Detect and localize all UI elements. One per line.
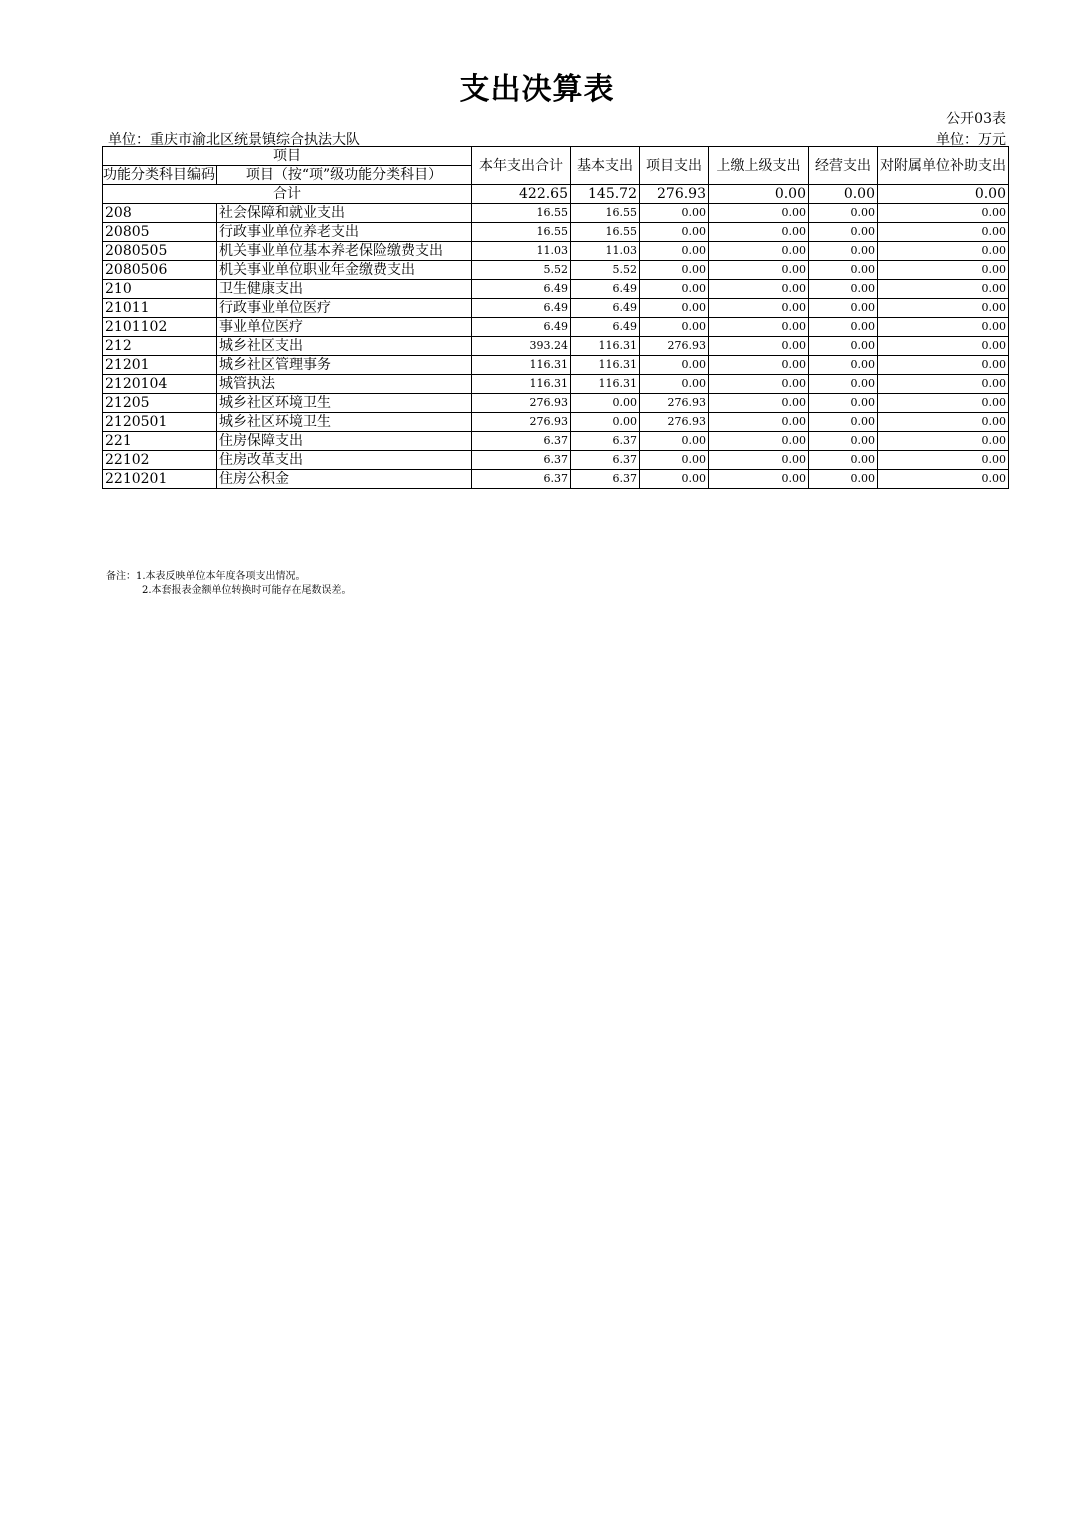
cell-code: 22102	[103, 451, 217, 470]
table-row	[103, 356, 1009, 375]
cell-subsidy: 0.00	[878, 261, 1009, 280]
cell-business: 0.00	[809, 470, 878, 489]
cell-code: 208	[103, 204, 217, 223]
cell-subsidy: 0.00	[878, 356, 1009, 375]
cell-project-expense: 0.00	[640, 280, 709, 299]
cell-project-expense: 0.00	[640, 299, 709, 318]
cell-project-expense: 0.00	[640, 432, 709, 451]
cell-basic: 16.55	[571, 204, 640, 223]
total-project-expense: 276.93	[640, 185, 709, 204]
cell-name: 事业单位医疗	[217, 318, 472, 337]
header-row-top	[103, 147, 1009, 166]
cell-name: 城乡社区环境卫生	[217, 413, 472, 432]
cell-subsidy: 0.00	[878, 413, 1009, 432]
cell-project-expense: 0.00	[640, 375, 709, 394]
cell-project-expense: 0.00	[640, 470, 709, 489]
cell-name: 住房公积金	[217, 470, 472, 489]
cell-subsidy: 0.00	[878, 470, 1009, 489]
cell-upper: 0.00	[709, 242, 809, 261]
page-title: 支出决算表	[459, 72, 615, 107]
table-row	[103, 451, 1009, 470]
cell-business: 0.00	[809, 375, 878, 394]
cell-project-expense: 276.93	[640, 337, 709, 356]
cell-total: 11.03	[472, 242, 571, 261]
cell-subsidy: 0.00	[878, 318, 1009, 337]
cell-project-expense: 276.93	[640, 413, 709, 432]
total-business: 0.00	[809, 185, 878, 204]
cell-subsidy: 0.00	[878, 337, 1009, 356]
cell-upper: 0.00	[709, 375, 809, 394]
cell-code: 21205	[103, 394, 217, 413]
cell-business: 0.00	[809, 394, 878, 413]
header-project: 项目	[103, 147, 472, 166]
cell-subsidy: 0.00	[878, 394, 1009, 413]
cell-upper: 0.00	[709, 299, 809, 318]
cell-total: 6.37	[472, 451, 571, 470]
cell-name: 住房保障支出	[217, 432, 472, 451]
cell-upper: 0.00	[709, 413, 809, 432]
cell-total: 276.93	[472, 413, 571, 432]
cell-code: 2080506	[103, 261, 217, 280]
cell-name: 卫生健康支出	[217, 280, 472, 299]
header-project-expense: 项目支出	[640, 147, 709, 185]
cell-code: 2120501	[103, 413, 217, 432]
cell-total: 393.24	[472, 337, 571, 356]
cell-code: 2080505	[103, 242, 217, 261]
cell-total: 6.49	[472, 280, 571, 299]
cell-business: 0.00	[809, 299, 878, 318]
total-upper: 0.00	[709, 185, 809, 204]
cell-code: 2101102	[103, 318, 217, 337]
total-total: 422.65	[472, 185, 571, 204]
cell-upper: 0.00	[709, 204, 809, 223]
total-subsidy: 0.00	[878, 185, 1009, 204]
table-row	[103, 432, 1009, 451]
cell-total: 16.55	[472, 204, 571, 223]
header-subsidy: 对附属单位补助支出	[878, 147, 1009, 185]
header-business: 经营支出	[809, 147, 878, 185]
table-row	[103, 242, 1009, 261]
table-row	[103, 318, 1009, 337]
header-basic: 基本支出	[571, 147, 640, 185]
header-total: 本年支出合计	[472, 147, 571, 185]
cell-basic: 116.31	[571, 375, 640, 394]
table-row	[103, 413, 1009, 432]
cell-basic: 116.31	[571, 337, 640, 356]
cell-project-expense: 0.00	[640, 204, 709, 223]
cell-name: 城乡社区环境卫生	[217, 394, 472, 413]
cell-project-expense: 0.00	[640, 223, 709, 242]
cell-subsidy: 0.00	[878, 242, 1009, 261]
cell-business: 0.00	[809, 261, 878, 280]
cell-total: 276.93	[472, 394, 571, 413]
total-row	[103, 185, 1009, 204]
cell-total: 16.55	[472, 223, 571, 242]
cell-code: 2210201	[103, 470, 217, 489]
notes	[106, 570, 352, 598]
table-row	[103, 337, 1009, 356]
cell-name: 机关事业单位基本养老保险缴费支出	[217, 242, 472, 261]
cell-code: 21201	[103, 356, 217, 375]
cell-upper: 0.00	[709, 318, 809, 337]
cell-business: 0.00	[809, 432, 878, 451]
table-row	[103, 299, 1009, 318]
header-upper: 上缴上级支出	[709, 147, 809, 185]
expenditure-table	[102, 146, 1009, 489]
cell-code: 2120104	[103, 375, 217, 394]
cell-business: 0.00	[809, 280, 878, 299]
cell-upper: 0.00	[709, 451, 809, 470]
cell-name: 社会保障和就业支出	[217, 204, 472, 223]
total-label: 合计	[103, 185, 472, 204]
cell-business: 0.00	[809, 318, 878, 337]
cell-basic: 5.52	[571, 261, 640, 280]
cell-project-expense: 0.00	[640, 318, 709, 337]
table-row	[103, 223, 1009, 242]
cell-total: 116.31	[472, 375, 571, 394]
cell-name: 住房改革支出	[217, 451, 472, 470]
cell-total: 6.37	[472, 432, 571, 451]
cell-project-expense: 0.00	[640, 451, 709, 470]
cell-total: 5.52	[472, 261, 571, 280]
cell-total: 116.31	[472, 356, 571, 375]
cell-code: 20805	[103, 223, 217, 242]
cell-name: 城乡社区支出	[217, 337, 472, 356]
cell-business: 0.00	[809, 242, 878, 261]
cell-upper: 0.00	[709, 261, 809, 280]
cell-total: 6.49	[472, 318, 571, 337]
cell-project-expense: 0.00	[640, 242, 709, 261]
note-line-2: 2.本套报表金额单位转换时可能存在尾数误差。	[142, 585, 352, 596]
currency-unit: 单位：万元	[936, 132, 1006, 148]
cell-basic: 116.31	[571, 356, 640, 375]
cell-subsidy: 0.00	[878, 299, 1009, 318]
cell-subsidy: 0.00	[878, 432, 1009, 451]
cell-project-expense: 0.00	[640, 356, 709, 375]
cell-basic: 0.00	[571, 413, 640, 432]
cell-name: 行政事业单位养老支出	[217, 223, 472, 242]
cell-business: 0.00	[809, 356, 878, 375]
cell-basic: 6.37	[571, 470, 640, 489]
cell-business: 0.00	[809, 204, 878, 223]
header-code: 功能分类科目编码	[103, 167, 215, 183]
cell-upper: 0.00	[709, 432, 809, 451]
cell-code: 210	[103, 280, 217, 299]
cell-basic: 6.49	[571, 280, 640, 299]
note-line-1: 备注：1.本表反映单位本年度各项支出情况。	[106, 571, 306, 582]
cell-subsidy: 0.00	[878, 451, 1009, 470]
table-row	[103, 261, 1009, 280]
cell-business: 0.00	[809, 413, 878, 432]
cell-subsidy: 0.00	[878, 280, 1009, 299]
cell-basic: 6.49	[571, 299, 640, 318]
cell-upper: 0.00	[709, 356, 809, 375]
form-number: 公开03表	[946, 111, 1006, 127]
cell-basic: 6.49	[571, 318, 640, 337]
total-basic: 145.72	[571, 185, 640, 204]
cell-project-expense: 0.00	[640, 261, 709, 280]
cell-total: 6.37	[472, 470, 571, 489]
cell-upper: 0.00	[709, 470, 809, 489]
cell-name: 城乡社区管理事务	[217, 356, 472, 375]
cell-total: 6.49	[472, 299, 571, 318]
cell-business: 0.00	[809, 451, 878, 470]
cell-business: 0.00	[809, 337, 878, 356]
cell-upper: 0.00	[709, 394, 809, 413]
cell-basic: 16.55	[571, 223, 640, 242]
cell-basic: 6.37	[571, 451, 640, 470]
cell-basic: 0.00	[571, 394, 640, 413]
header-name: 项目（按“项”级功能分类科目）	[217, 166, 472, 185]
cell-subsidy: 0.00	[878, 204, 1009, 223]
cell-name: 行政事业单位医疗	[217, 299, 472, 318]
cell-subsidy: 0.00	[878, 223, 1009, 242]
cell-upper: 0.00	[709, 337, 809, 356]
cell-name: 机关事业单位职业年金缴费支出	[217, 261, 472, 280]
table-row	[103, 375, 1009, 394]
table-row	[103, 470, 1009, 489]
cell-code: 21011	[103, 299, 217, 318]
table-row	[103, 394, 1009, 413]
table-row	[103, 204, 1009, 223]
cell-subsidy: 0.00	[878, 375, 1009, 394]
reporting-unit: 单位：重庆市渝北区统景镇综合执法大队	[108, 132, 360, 148]
table-row	[103, 280, 1009, 299]
cell-upper: 0.00	[709, 280, 809, 299]
cell-upper: 0.00	[709, 223, 809, 242]
cell-business: 0.00	[809, 223, 878, 242]
cell-basic: 6.37	[571, 432, 640, 451]
cell-project-expense: 276.93	[640, 394, 709, 413]
cell-code: 221	[103, 432, 217, 451]
cell-basic: 11.03	[571, 242, 640, 261]
cell-code: 212	[103, 337, 217, 356]
cell-name: 城管执法	[217, 375, 472, 394]
